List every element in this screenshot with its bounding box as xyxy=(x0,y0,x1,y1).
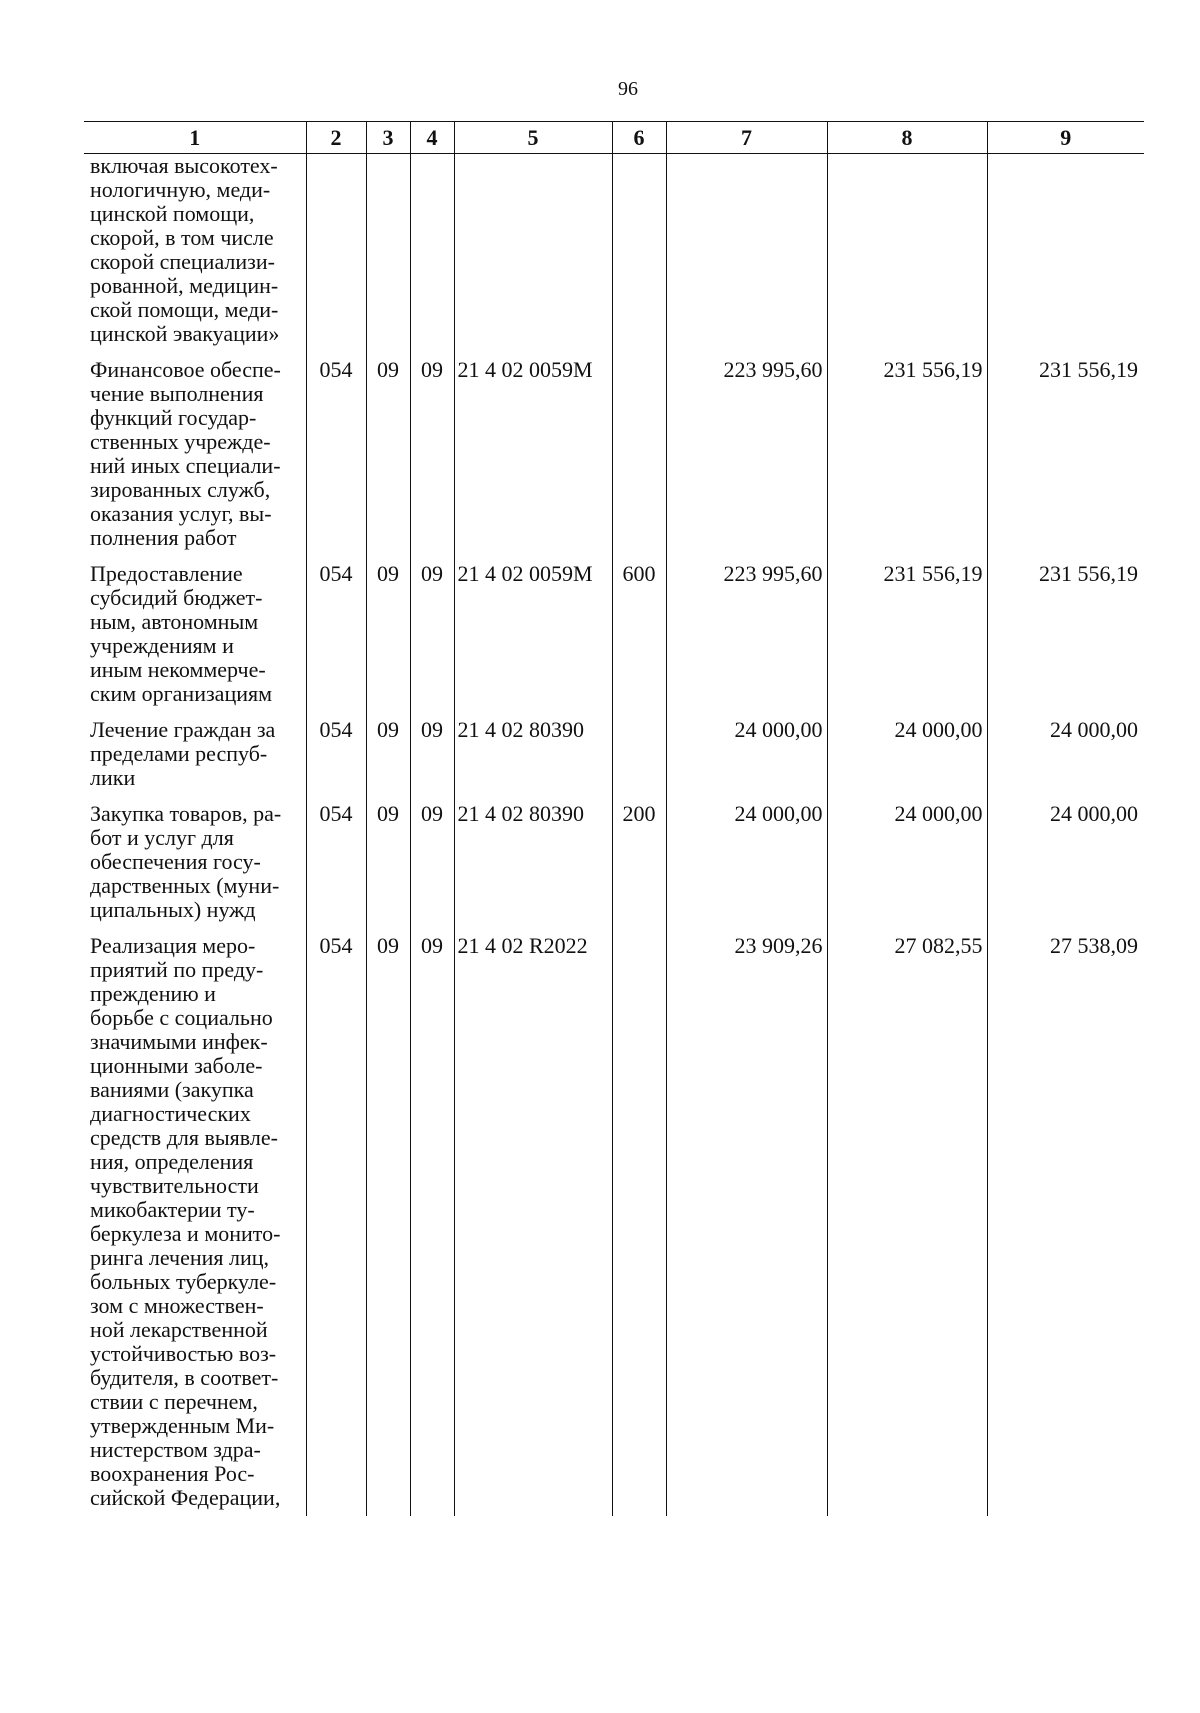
cell-expense-type: 200 xyxy=(612,802,666,922)
cell-subsection: 09 xyxy=(410,358,454,550)
cell-amount-year2: 27 082,55 xyxy=(827,934,987,1516)
page-number: 96 xyxy=(618,78,638,100)
cell-amount-year1: 23 909,26 xyxy=(666,934,827,1516)
header-col-3: 3 xyxy=(366,122,410,154)
cell-amount-year1: 223 995,60 xyxy=(666,358,827,550)
cell-amount-year3: 24 000,00 xyxy=(987,718,1144,790)
cell-subsection: 09 xyxy=(410,718,454,790)
cell-subsection: 09 xyxy=(410,802,454,922)
cell-section: 09 xyxy=(366,934,410,1516)
cell-target-article: 21 4 02 80390 xyxy=(454,802,612,922)
cell-amount-year1 xyxy=(666,154,827,347)
table-row xyxy=(84,154,1144,347)
cell-section xyxy=(366,154,410,347)
cell-amount-year3: 27 538,09 xyxy=(987,934,1144,1516)
header-col-5: 5 xyxy=(454,122,612,154)
header-col-6: 6 xyxy=(612,122,666,154)
row-description: Закупка товаров, ра- бот и услуг для обеспечения госу- дарственных (муни- ципальных) нужд xyxy=(90,801,282,922)
row-description: Реализация меро- приятий по преду- преждению и борьбе с социально значимыми инфек- ционными заболе- ваниями (закупка диагностических средств для выявле- ния, определения чувствительности микобактерии ту- беркулеза и монито- ринга лечения лиц, больных туберкуле- зом с множествен- ной лекарственной устойчивостью воз- будителя, в соответ- ствии с перечнем, утвержденным Ми- нистерством здра- воохранения Рос- сийской Федерации, xyxy=(90,933,281,1510)
cell-expense-type: 600 xyxy=(612,562,666,706)
cell-amount-year1: 223 995,60 xyxy=(666,562,827,706)
cell-section: 09 xyxy=(366,802,410,922)
row-description: Лечение граждан за пределами респуб- лики xyxy=(90,717,276,790)
cell-section: 09 xyxy=(366,718,410,790)
header-col-7: 7 xyxy=(666,122,827,154)
budget-table xyxy=(84,121,1144,1516)
cell-admin-code: 054 xyxy=(306,802,366,922)
cell-amount-year3: 24 000,00 xyxy=(987,802,1144,922)
table-row xyxy=(84,802,1144,922)
cell-expense-type xyxy=(612,934,666,1516)
cell-target-article: 21 4 02 0059М xyxy=(454,358,612,550)
cell-amount-year2: 231 556,19 xyxy=(827,358,987,550)
row-spacer xyxy=(84,550,1144,562)
cell-admin-code xyxy=(306,154,366,347)
cell-expense-type xyxy=(612,358,666,550)
cell-amount-year3: 231 556,19 xyxy=(987,562,1144,706)
cell-target-article xyxy=(454,154,612,347)
cell-section: 09 xyxy=(366,562,410,706)
header-col-4: 4 xyxy=(410,122,454,154)
cell-expense-type xyxy=(612,718,666,790)
cell-subsection: 09 xyxy=(410,934,454,1516)
row-description: Предоставление субсидий бюджет- ным, автономным учреждениям и иным некоммерче- ским организациям xyxy=(90,561,273,706)
cell-subsection xyxy=(410,154,454,347)
cell-expense-type xyxy=(612,154,666,347)
cell-amount-year2: 24 000,00 xyxy=(827,718,987,790)
budget-table-container xyxy=(84,121,1144,1516)
cell-admin-code: 054 xyxy=(306,718,366,790)
cell-target-article: 21 4 02 80390 xyxy=(454,718,612,790)
cell-amount-year2: 231 556,19 xyxy=(827,562,987,706)
header-col-1: 1 xyxy=(84,122,306,154)
table-row xyxy=(84,562,1144,706)
cell-target-article: 21 4 02 R2022 xyxy=(454,934,612,1516)
header-col-9: 9 xyxy=(987,122,1144,154)
header-col-2: 2 xyxy=(306,122,366,154)
cell-subsection: 09 xyxy=(410,562,454,706)
cell-admin-code: 054 xyxy=(306,358,366,550)
cell-admin-code: 054 xyxy=(306,562,366,706)
row-description: включая высокотех- нологичную, меди- цинской помощи, скорой, в том числе скорой специализи- рованной, медицин- ской помощи, меди- цинской эвакуации» xyxy=(90,153,280,346)
table-row xyxy=(84,358,1144,550)
cell-amount-year1: 24 000,00 xyxy=(666,802,827,922)
cell-section: 09 xyxy=(366,358,410,550)
cell-amount-year2 xyxy=(827,154,987,347)
header-col-8: 8 xyxy=(827,122,987,154)
table-row xyxy=(84,718,1144,790)
cell-amount-year3: 231 556,19 xyxy=(987,358,1144,550)
cell-amount-year2: 24 000,00 xyxy=(827,802,987,922)
header-row xyxy=(84,122,1144,154)
row-description: Финансовое обеспе- чение выполнения функций государ- ственных учрежде- ний иных специали- зированных служб, оказания услуг, вы- полнения работ xyxy=(90,357,281,550)
table-row xyxy=(84,934,1144,1516)
cell-amount-year1: 24 000,00 xyxy=(666,718,827,790)
cell-admin-code: 054 xyxy=(306,934,366,1516)
cell-target-article: 21 4 02 0059М xyxy=(454,562,612,706)
cell-amount-year3 xyxy=(987,154,1144,347)
